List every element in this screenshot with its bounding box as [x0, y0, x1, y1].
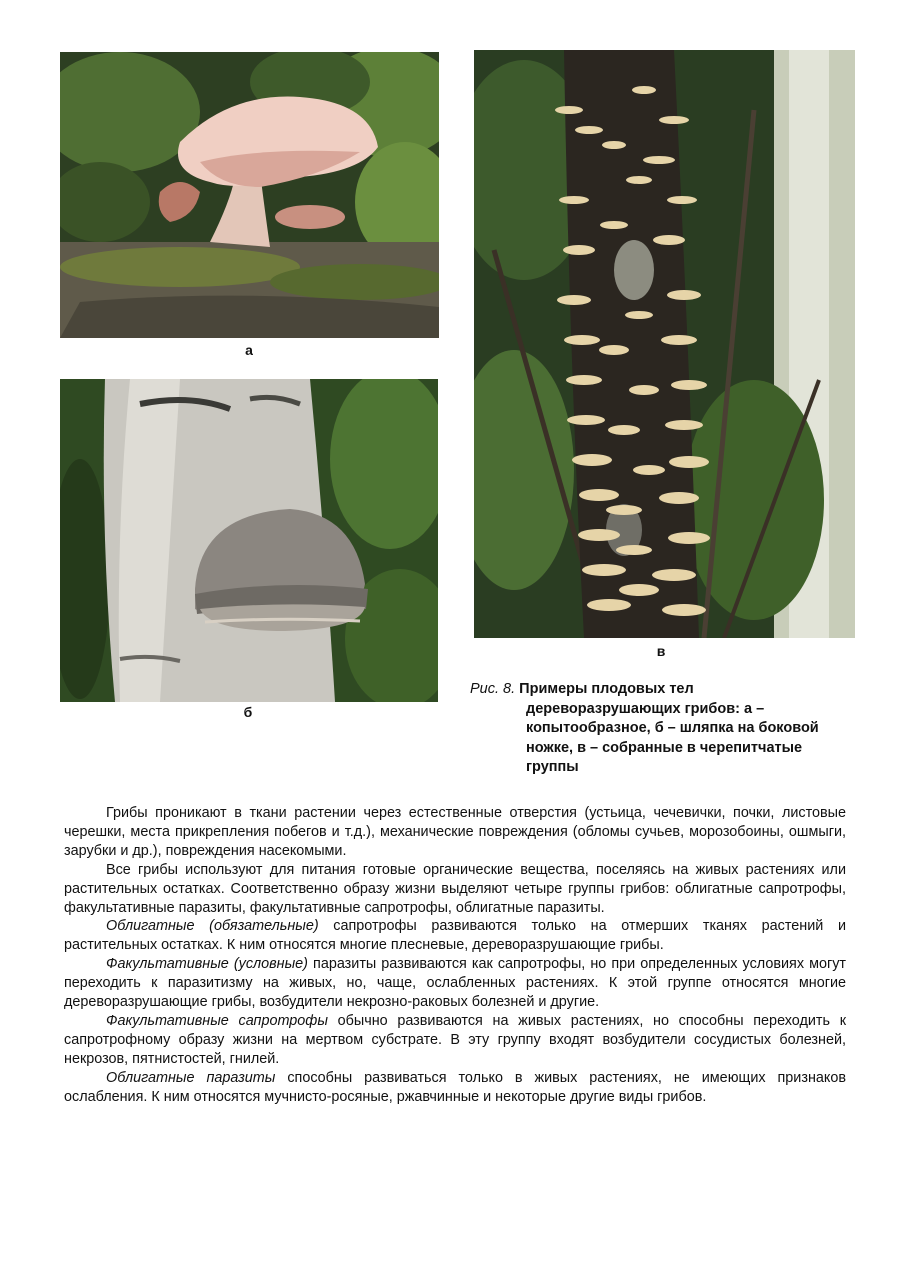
- figure-label-a: а: [245, 342, 253, 358]
- figure-caption: [470, 680, 830, 778]
- figure-label-b: б: [243, 704, 253, 720]
- paragraph: Облигатные паразиты способны развиваться только в живых растениях, не имеющих признаков ослабления. К ним относятся мучнисто-росяные, ржавчинные и некоторые другие виды грибов.: [64, 1069, 846, 1105]
- caption-title: Примеры плодовых тел: [519, 681, 694, 697]
- caption-prefix: Рис. 8.: [470, 681, 516, 697]
- photo-b-bracket-fungus: [60, 379, 438, 702]
- body-text: [64, 804, 846, 1107]
- paragraph: Все грибы используют для питания готовые органические вещества, поселяясь на живых растениях или растительных остатках. Соответственно образу жизни выделяют четыре группы грибов: облигатные сапротрофы, факультативные паразиты, факультативные сапротрофы, облигатные паразиты.: [64, 861, 846, 916]
- caption-body: дереворазрушающих грибов: а – копытообразное, б – шляпка на боковой ножке, в – собранные в черепитчатые группы: [526, 700, 819, 775]
- figure-label-v: в: [656, 643, 666, 659]
- paragraph: Факультативные (условные) паразиты развиваются как сапротрофы, но при определенных условиях могут переходить к паразитизму на живых, но, чаще, ослабленных растениях. К этой группе относятся многие дереворазрушающие грибы, возбудители некрозно-раковых болезней и другие.: [64, 956, 847, 1011]
- photo-v-tiered-fungi: [474, 50, 855, 638]
- paragraph: Грибы проникают в ткани растении через естественные отверстия (устьица, чечевички, почки, листовые черешки, места прикрепления побегов и т.д.), механические повреждения (обломы сучьев, морозобоины, ошмыги, зарубки и др.), повреждения насекомыми.: [64, 805, 846, 859]
- photo-a-hoof-mushroom: [60, 52, 439, 338]
- paragraph: Факультативные сапротрофы обычно развиваются на живых растениях, но способны переходить к сапротрофному образу жизни на мертвом субстрате. В эту группу входят возбудители сосудистых болезней, некрозов, пятнистостей, гнилей.: [64, 1012, 846, 1067]
- paragraph: Облигатные (обязательные) сапротрофы развиваются только на отмерших тканях растений и растительных остатках. К ним относятся многие плесневые, дереворазрушающие грибы.: [64, 918, 846, 954]
